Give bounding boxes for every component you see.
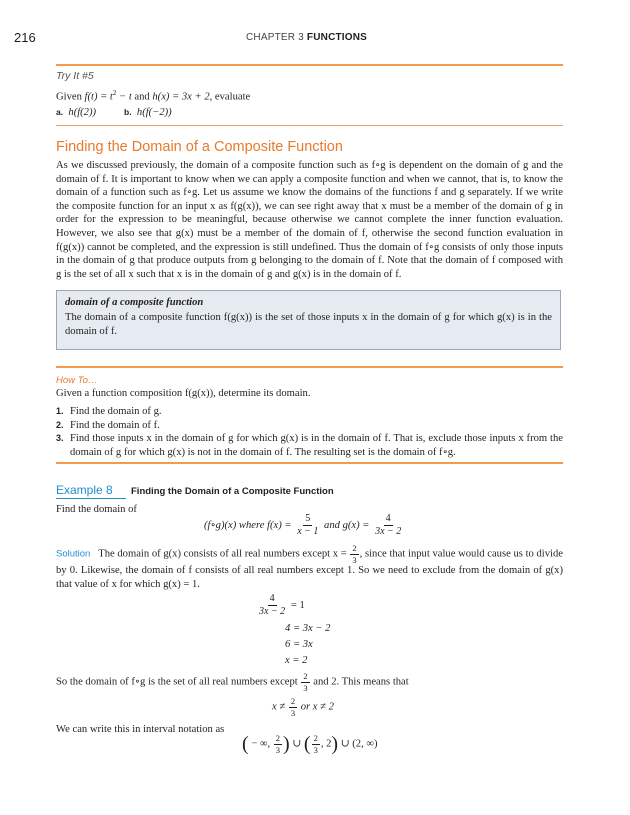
how-to-steps [56,405,563,459]
neg-infinity: − ∞, [248,738,273,750]
part-b-label: b. [124,107,132,117]
union-symbol: ∪ [338,738,353,750]
section-body: As we discussed previously, the domain of a composite function such as f∘g is dependent on the domain of g and the domain of f. It is important to know when we can apply a composite function and when we cannot, that is, to know the domain of a function such as f∘g. Let us assume we know the domains of the functions f and g separately. If we write the composite function for an input x as f(g(x)), we can see right away that x must be a member of the domain of g in order for the expression to be meaningful, because otherwise we cannot complete the inner function evaluation. However, we also see that g(x) must be a member of the domain of f, otherwise the second function evaluation in f(g(x)) cannot be completed, and the expression is still undefined. Thus the domain of f∘g consists of only those inputs in the domain of g that produce outputs from g belonging to the domain of f. Note that the domain of f composed with g is the set of all x such that x is in the domain of g and g(x) is in the domain of f. [56,160,563,280]
how-to-intro: Given a function composition f(g(x)), determine its domain. [56,388,311,399]
two-thirds-fraction [312,734,320,754]
solution-text-1: The domain of g(x) consists of all real numbers except x = [98,548,350,560]
page-number: 216 [14,30,36,45]
interval-mid-end: , 2 [320,738,332,750]
frac-den: 3 [313,744,318,755]
g-denominator: 3x − 2 [375,526,402,537]
so-text-2: and 2. This means that [310,676,409,688]
paren-close: ) [331,733,339,755]
example-tab-underline [56,498,126,499]
solution-label: Solution [56,548,91,560]
try-it-evaluate: , evaluate [209,91,251,103]
g-expr: and g(x) = [321,519,373,531]
g-fraction [373,514,403,537]
step-number: 1. [56,406,64,416]
definition-text: The domain of a composite function f(g(x)) is the set of those inputs x in the domain of g for which g(x) is in the domain of f. [65,312,552,337]
two-thirds-fraction [301,672,309,692]
frac-num: 2 [290,696,296,706]
how-to-top-rule [56,366,563,368]
try-it-f-def: f(t) = t [84,91,113,103]
g-numerator: 4 [385,513,391,524]
running-head [246,32,367,43]
how-to-title: How To… [56,375,98,386]
interval-notation [242,734,377,754]
frac-den: 3 [290,707,296,718]
how-to-step [56,419,563,433]
step-text: Find the domain of g. [70,406,162,417]
example-definition-math [204,514,404,537]
solution-paragraph [56,544,563,591]
how-to-step [56,405,563,419]
so-paragraph [56,672,409,692]
frac-den: 3 [303,682,308,693]
frac-num: 2 [303,671,308,681]
example-title: Finding the Domain of a Composite Function [131,486,334,497]
interval-last: (2, ∞) [352,738,378,750]
step-number: 3. [56,433,64,444]
frac-num: 2 [275,733,281,743]
eq1-fraction [257,594,287,617]
definition-box [56,290,561,350]
chapter-title: FUNCTIONS [306,32,368,43]
example-tab: Example 8 [56,483,113,497]
chapter-label: CHAPTER 3 [246,32,304,43]
step-text: Find those inputs x in the domain of g for which g(x) is in the domain of f. That is, exclude those inputs x from the domain of g for which g(x) is not in the domain of f. The resulting set is the domain of f∘g. [70,433,563,458]
try-it-h-def: h(x) = 3x + 2 [152,91,210,103]
two-thirds-fraction [350,544,358,564]
composite-expr: (f∘g)(x) where f(x) = [204,519,295,531]
interval-intro: We can write this in interval notation as [56,724,225,735]
part-a-label: a. [56,107,64,117]
so-text-1: So the domain of f∘g is the set of all real numbers except [56,676,301,688]
example-prompt: Find the domain of [56,504,137,515]
step-number: 2. [56,419,64,430]
frac-den: 3 [352,554,357,565]
try-it-exponent: 2 [112,89,117,97]
equation-3: 6 = 3x [285,639,313,650]
try-it-parts [56,106,563,120]
section-heading: Finding the Domain of a Composite Function [56,139,343,155]
part-b-expr: h(f(−2)) [136,107,172,118]
two-thirds-fraction [274,734,282,754]
solution-text-2: , since that input value would cause us to divide by 0. Likewise, the domain of f consists of all real numbers except 1. So we need to exclude from the domain of g(x) that value of x for which g(x) = 1. [56,548,563,590]
union-symbol: ∪ [289,738,304,750]
paren-open: ( [303,733,311,755]
definition-term: domain of a composite function [65,297,204,308]
try-it-title: Try It #5 [56,70,94,82]
equation-1 [256,594,305,617]
try-it-top-rule [56,64,563,66]
frac-den: 3 [275,744,281,755]
equation-4: x = 2 [285,655,308,666]
paren-open: ( [242,733,249,755]
try-it-f-def-rest: − t [116,91,132,103]
try-it-given: Given [56,91,85,103]
equation-2: 4 = 3x − 2 [285,623,331,634]
neq-part-a: x ≠ [272,701,288,713]
f-fraction [295,514,320,537]
paren-close: ) [283,733,290,755]
frac-num: 2 [352,543,357,553]
two-thirds-fraction [289,697,297,717]
try-it-bottom-rule [56,125,563,126]
f-numerator: 5 [305,513,311,524]
try-it-and: and [131,91,153,103]
how-to-step [56,432,563,459]
frac-num: 2 [313,733,318,743]
try-it-prompt [56,87,563,104]
eq1-denominator: 3x − 2 [259,606,286,617]
page-header [14,30,616,48]
neq-part-b: or x ≠ 2 [298,701,334,713]
how-to-bottom-rule [56,462,563,464]
eq1-numerator: 4 [269,593,275,604]
part-a-expr: h(f(2)) [68,107,97,118]
eq1-rhs: = 1 [288,599,305,611]
step-text: Find the domain of f. [70,419,160,431]
not-equal-statement [272,697,334,717]
f-denominator: x − 1 [297,526,319,537]
